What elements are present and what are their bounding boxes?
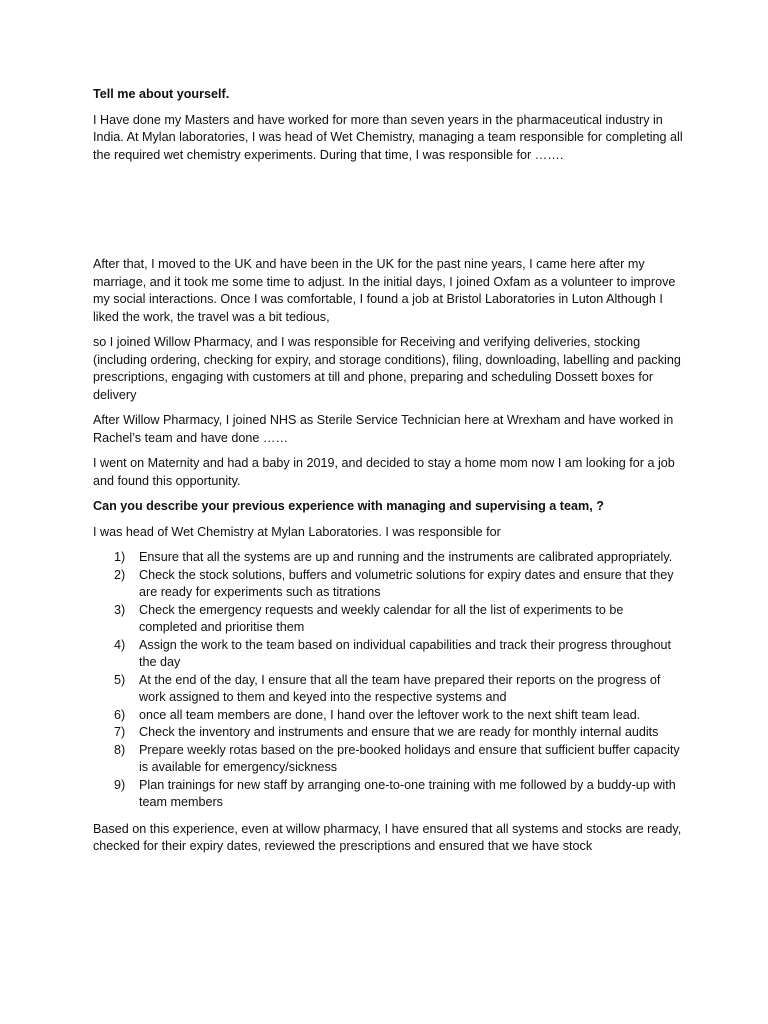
list-number: 3): [114, 602, 126, 617]
heading-managing-team: Can you describe your previous experience with managing and supervising a team, ?: [93, 499, 604, 513]
list-number: 4): [114, 637, 126, 652]
paragraph-maternity: I went on Maternity and had a baby in 2019, and decided to stay a home mom now I am looking for a job and found this opportunity.: [93, 456, 675, 488]
list-item: [93, 602, 683, 637]
paragraph-based-on-experience: Based on this experience, even at willow pharmacy, I have ensured that all systems and stocks are ready, checked for their expiry dates, reviewed the prescriptions and ensured that we have stock: [93, 821, 682, 853]
list-item: [93, 637, 683, 672]
list-number: 2): [114, 567, 126, 582]
document-page: [93, 86, 683, 864]
list-text: Check the emergency requests and weekly calendar for all the list of experiments to be completed and prioritise them: [139, 602, 624, 634]
paragraph-masters: I Have done my Masters and have worked for more than seven years in the pharmaceutical industry in India. At Mylan laboratories, I was head of Wet Chemistry, managing a team responsible for completing all the required wet chemistry experiments. During that time, I was responsible for …….: [93, 112, 683, 162]
list-number: 1): [114, 550, 126, 564]
list-number: 5): [114, 672, 126, 687]
list-number: 8): [114, 742, 126, 757]
list-text: Ensure that all the systems are up and running and the instruments are calibrated appropriately.: [139, 550, 673, 564]
paragraph-nhs: After Willow Pharmacy, I joined NHS as Sterile Service Technician here at Wrexham and have worked in Rachel’s team and have done ……: [93, 413, 674, 445]
list-item: [93, 707, 683, 725]
list-item: [93, 724, 683, 742]
list-item: [93, 549, 683, 567]
list-item: [93, 742, 683, 777]
list-number: 9): [114, 777, 126, 792]
list-text: once all team members are done, I hand over the leftover work to the next shift team lead.: [139, 707, 641, 722]
list-item: [93, 777, 683, 812]
list-text: Assign the work to the team based on individual capabilities and track their progress throughout the day: [139, 637, 672, 669]
list-text: Plan trainings for new staff by arranging one-to-one training with me followed by a buddy-up with team members: [139, 777, 676, 809]
list-text: Prepare weekly rotas based on the pre-booked holidays and ensure that sufficient buffer capacity is available for emergency/sickness: [139, 742, 680, 774]
list-number: 7): [114, 725, 126, 739]
responsibilities-list: [93, 549, 683, 812]
list-item: [93, 567, 683, 602]
list-item: [93, 672, 683, 707]
list-text: Check the inventory and instruments and ensure that we are ready for monthly internal audits: [139, 725, 659, 739]
list-text: At the end of the day, I ensure that all the team have prepared their reports on the progress of work assigned to them and keyed into the respective systems and: [139, 672, 661, 704]
paragraph-head-of-wet-chemistry: I was head of Wet Chemistry at Mylan Laboratories. I was responsible for: [93, 524, 501, 539]
list-number: 6): [114, 707, 126, 722]
paragraph-willow-pharmacy: so I joined Willow Pharmacy, and I was responsible for Receiving and verifying deliveries, stocking (including ordering, checking for expiry, and storage conditions), filing, downloading, labelling and packing prescriptions, engaging with customers at till and phone, preparing and scheduling Dossett boxes for delivery: [93, 335, 681, 402]
heading-tell-me-about-yourself: Tell me about yourself.: [93, 87, 230, 101]
paragraph-moved-to-uk: After that, I moved to the UK and have been in the UK for the past nine years, I came here after my marriage, and it took me some time to adjust. In the initial days, I joined Oxfam as a volunteer to improve my social interactions. Once I was comfortable, I found a job at Bristol Laboratories in Luton Although I liked the work, the travel was a bit tedious,: [93, 257, 676, 324]
blank-space: [93, 172, 683, 256]
list-text: Check the stock solutions, buffers and volumetric solutions for expiry dates and ensure that they are ready for experiments such as titrations: [139, 567, 674, 599]
